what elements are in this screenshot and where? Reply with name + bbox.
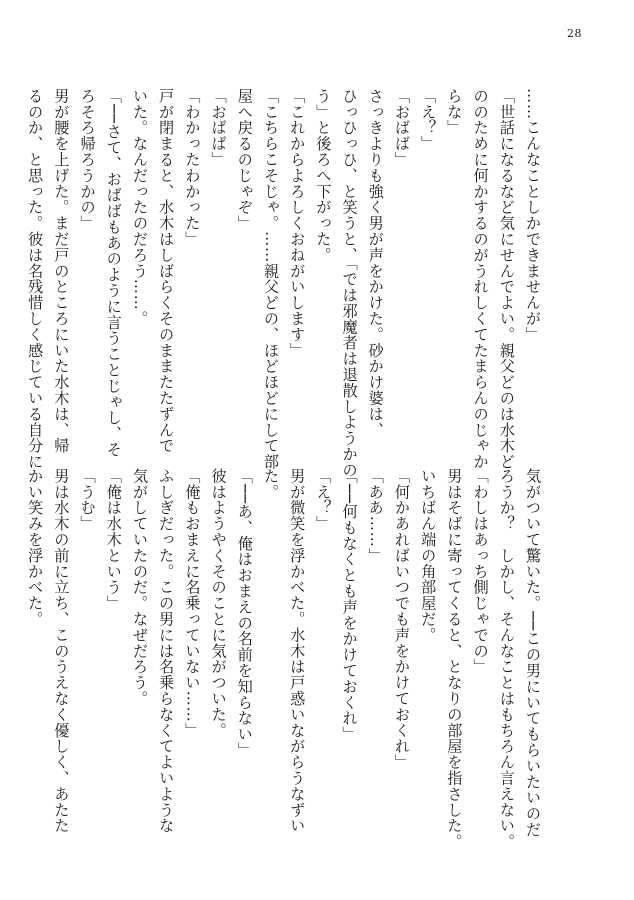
- text-line: いちばん端の角部屋だ。: [419, 468, 438, 643]
- text-line: 男が微笑を浮かべた。水木は戸惑いながらうなずい: [288, 468, 307, 834]
- text-line: 男が腰を上げた。まだ戸のところにいた水木は、帰: [52, 88, 71, 454]
- text-line: ひっひっひ、と笑うと、「では邪魔者は退散しようかの: [340, 88, 359, 478]
- text-line: 男はそばに寄ってくると、となりの部屋を指さした。: [445, 468, 464, 850]
- text-line: 「世話になるなど気にせんでよい。親父どのは水木ど: [497, 88, 516, 470]
- text-line: う」と後ろへ下がった。: [314, 88, 333, 263]
- text-line: 「俺もおまえに名乗っていない……」: [183, 468, 202, 739]
- text-line: 「ああ……」: [366, 468, 385, 564]
- text-line: 「わしはあっち側じゃでの」: [471, 468, 490, 675]
- text-line: 気がついて驚いた。──この男にいてもらいたいのだ: [524, 468, 542, 838]
- text-line: 男は水木の前に立ち、このうえなく優しく、あたた: [52, 468, 71, 834]
- text-line: ののために何かするのがうれしくてたまらんのじゃか: [471, 88, 490, 470]
- text-line: 「うむ」: [78, 468, 97, 532]
- text-line: るのか、と思った。彼は名残惜しく感じている自分に: [26, 88, 45, 470]
- text-line: ……こんなことしかできませんが」: [524, 88, 542, 343]
- text-line: 「わかったわかった」: [183, 88, 202, 247]
- text-line: さっきよりも強く男が声をかけた。砂かけ婆は、: [366, 88, 385, 438]
- text-line: ろそろ帰ろうかの」: [78, 88, 97, 232]
- page-number: 28: [567, 27, 582, 40]
- text-line: 彼はようやくそのことに気がついた。: [209, 468, 228, 739]
- text-line: 「俺は水木という」: [104, 468, 123, 612]
- text-line: 「おばば」: [209, 88, 228, 168]
- text-line: 「こちらこそじゃ。……親父どの、ほどほどにして部: [261, 88, 280, 470]
- text-line: らな」: [445, 88, 464, 136]
- text-line: た。: [261, 468, 280, 500]
- text-line: かい笑みを浮かべた。: [26, 468, 45, 627]
- text-line: 屋へ戻るのじゃぞ」: [235, 88, 254, 232]
- text-line: 「──何もなくとも声をかけておくれ」: [340, 468, 359, 743]
- text-line: 「──さて、おばばもあのように言うことじゃし、そ: [104, 88, 123, 458]
- text-line: ふしぎだった。この男には名乗らなくてよいような: [157, 468, 176, 834]
- text-line: ろうか？ しかし、そんなことはもちろん言えない。: [497, 468, 516, 850]
- text-line: 「おばば」: [392, 88, 411, 168]
- text-line: 「何かあればいつでも声をかけておくれ」: [392, 468, 411, 771]
- text-line: 「え？」: [419, 88, 438, 152]
- text-line: 「え？」: [314, 468, 333, 532]
- text-line: 「──あ、俺はおまえの名前を知らない」: [235, 468, 254, 758]
- text-block-bottom: [26, 468, 546, 850]
- text-line: いた。なんだったのだろう……。: [130, 88, 149, 327]
- text-line: 戸が閉まると、水木はしばらくそのままたたずんで: [157, 88, 176, 454]
- text-line: 気がしていたのだ。なぜだろう。: [130, 468, 149, 707]
- text-line: 「これからよろしくおねがいします」: [288, 88, 307, 359]
- text-block-top: [26, 88, 546, 478]
